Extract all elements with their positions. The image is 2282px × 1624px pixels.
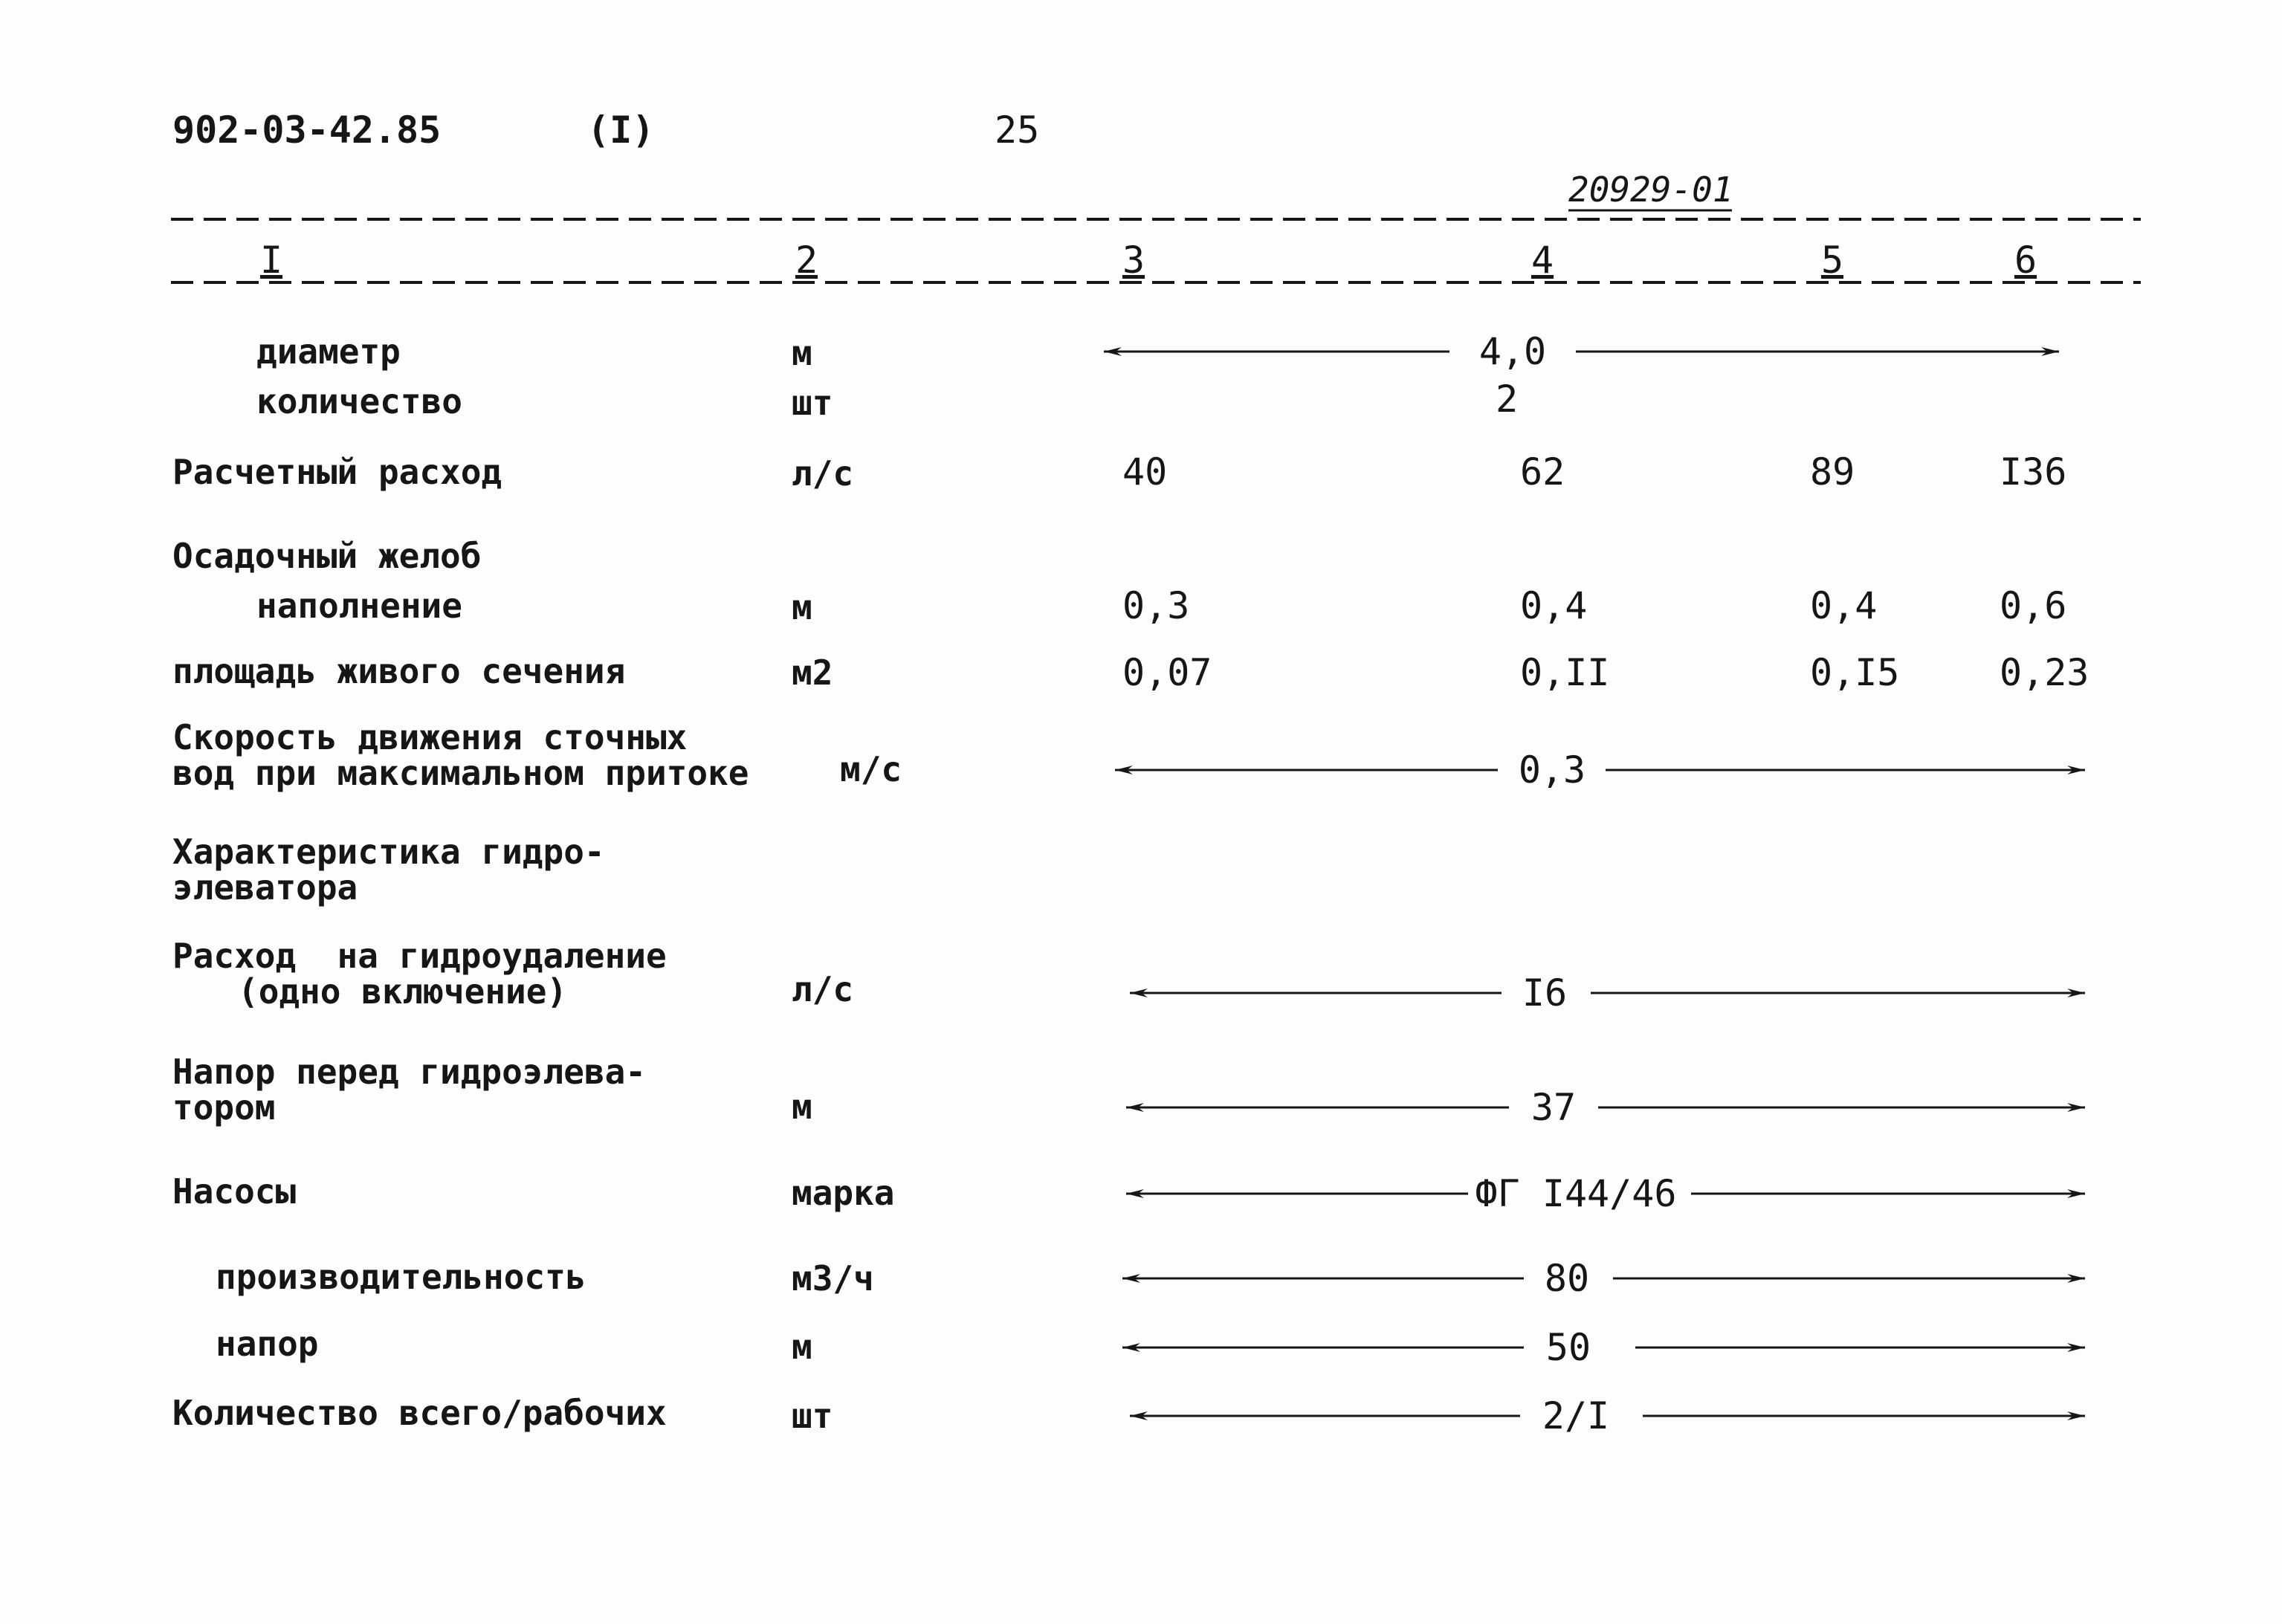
row-label-velocity-line2: вод при максимальном притоке: [172, 753, 749, 793]
cell-filling-col6: 0,6: [2000, 584, 2067, 627]
row-label-pump-head: напор: [216, 1324, 319, 1364]
part-number: (I): [587, 109, 655, 152]
row-label-hydro-removal-line2: (одно включение): [238, 971, 568, 1012]
row-label-flow-area: площадь живого сечения: [172, 651, 626, 691]
span-value-diameter: 4,0: [1478, 330, 1547, 373]
row-label-diameter: диаметр: [256, 331, 401, 372]
row-label-quantity: количество: [256, 381, 462, 421]
row-label-pumps: Насосы: [172, 1171, 297, 1211]
unit-capacity: м3/ч: [792, 1258, 874, 1298]
unit-hydro-removal: л/с: [792, 969, 854, 1009]
cell-filling-col5: 0,4: [1810, 584, 1878, 627]
unit-flow-area: м2: [792, 653, 833, 693]
span-value-capacity: 80: [1544, 1257, 1590, 1300]
row-label-hydro-removal-line1: Расход на гидроудаление: [172, 936, 667, 976]
row-label-head-before-line1: Напор перед гидроэлева-: [172, 1052, 646, 1092]
column-number-3: 3: [1122, 239, 1145, 282]
row-label-trough: Осадочный желоб: [172, 536, 482, 576]
row-label-head-before-line2: тором: [172, 1087, 276, 1128]
unit-pump-count: шт: [792, 1396, 833, 1436]
cell-filling-col4: 0,4: [1520, 584, 1588, 627]
document-code: 902-03-42.85: [172, 109, 442, 152]
unit-pump-head: м: [792, 1327, 812, 1367]
column-number-6: 6: [2014, 239, 2037, 282]
unit-design-flow: л/с: [792, 453, 854, 494]
unit-head-before: м: [792, 1087, 812, 1127]
span-value-head-before: 37: [1531, 1086, 1577, 1129]
row-label-elevator-line1: Характеристика гидро-: [172, 832, 605, 872]
cell-filling-col3: 0,3: [1122, 584, 1190, 627]
unit-filling: м: [792, 587, 812, 627]
row-label-filling: наполнение: [256, 586, 462, 626]
cell-flow-area-col5: 0,I5: [1810, 651, 1900, 694]
value-quantity: 2: [1496, 378, 1519, 421]
page-number: 25: [995, 109, 1040, 152]
cell-flow-area-col3: 0,07: [1122, 651, 1212, 694]
span-value-pumps: ФГ I44/46: [1475, 1172, 1677, 1215]
column-number-1: I: [259, 239, 283, 282]
row-label-elevator-line2: элеватора: [172, 867, 358, 908]
cell-design-flow-col5: 89: [1810, 450, 1855, 494]
span-value-pump-count: 2/I: [1542, 1394, 1610, 1437]
cell-flow-area-col6: 0,23: [2000, 651, 2089, 694]
cell-flow-area-col4: 0,II: [1520, 651, 1610, 694]
row-label-design-flow: Расчетный расход: [172, 452, 502, 492]
cell-design-flow-col6: I36: [2000, 450, 2067, 494]
span-value-pump-head: 50: [1545, 1326, 1591, 1369]
row-label-pump-count: Количество всего/рабочих: [172, 1393, 667, 1433]
row-label-velocity-line1: Скорость движения сточных: [172, 717, 688, 757]
span-value-hydro-removal: I6: [1522, 971, 1568, 1015]
column-number-4: 4: [1531, 239, 1554, 282]
row-label-capacity: производительность: [216, 1257, 586, 1297]
stamp-number: 20929-01: [1568, 169, 1733, 210]
unit-velocity: м/с: [840, 749, 902, 789]
column-number-2: 2: [795, 239, 818, 282]
unit-quantity: шт: [792, 383, 833, 423]
unit-diameter: м: [792, 333, 812, 373]
unit-pumps: марка: [792, 1173, 895, 1213]
cell-design-flow-col4: 62: [1520, 450, 1565, 494]
cell-design-flow-col3: 40: [1122, 450, 1168, 494]
span-value-velocity: 0,3: [1518, 748, 1586, 792]
column-number-5: 5: [1820, 239, 1844, 282]
